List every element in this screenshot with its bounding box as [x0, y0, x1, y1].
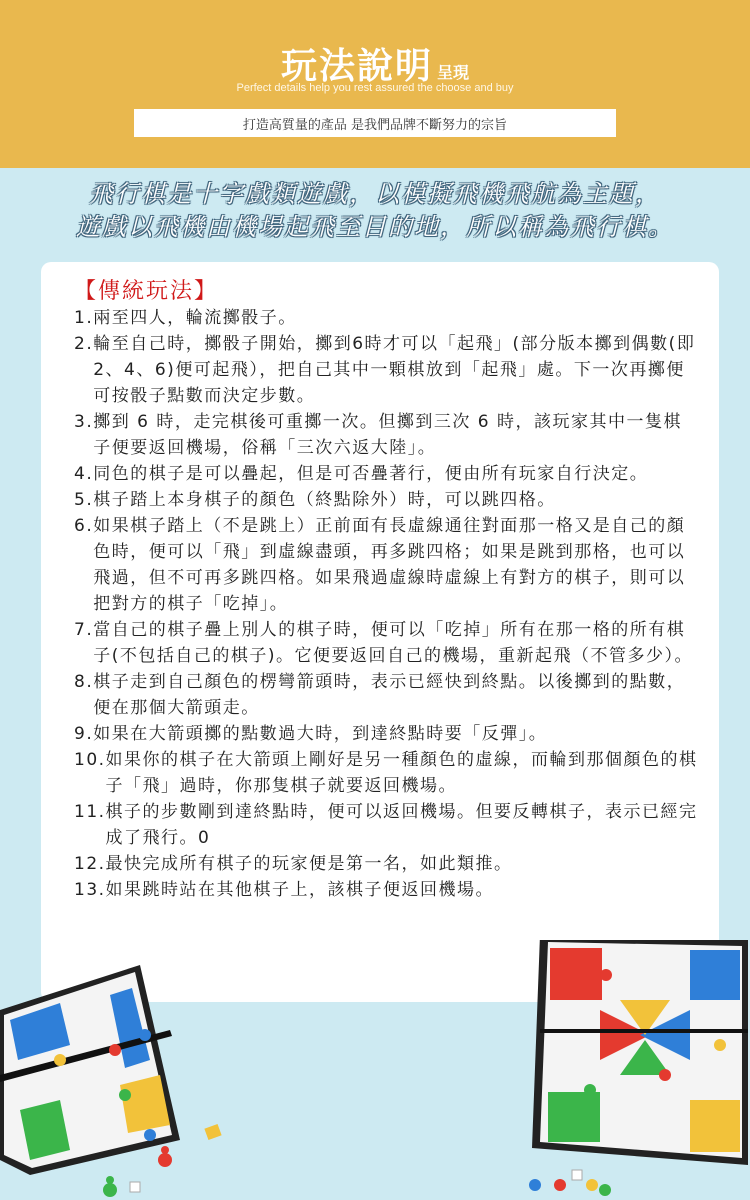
- rule-item: [74, 617, 699, 669]
- title-suffix: 呈現: [437, 63, 470, 82]
- board-left-image: [0, 965, 180, 1175]
- rule-number: 7.: [74, 620, 94, 640]
- rule-item: [74, 409, 699, 461]
- rule-item: [74, 747, 699, 799]
- rule-text: 當自己的棋子疊上別人的棋子時，便可以「吃掉」所有在那一格的所有棋子(不包括自己的棋子)。它便要返回自己的機場，重新起飛（不管多少）。: [93, 620, 693, 666]
- rule-item: [74, 513, 699, 617]
- rule-item: [74, 799, 699, 851]
- rule-number: 13.: [74, 880, 106, 900]
- rule-number: 9.: [74, 724, 94, 744]
- rule-text: 兩至四人，輪流擲骰子。: [93, 308, 297, 328]
- rule-number: 8.: [74, 672, 94, 692]
- rule-item: [74, 331, 699, 409]
- rule-number: 6.: [74, 516, 94, 536]
- rule-number: 3.: [74, 412, 94, 432]
- rule-item: [74, 721, 699, 747]
- rule-text: 棋子走到自己顏色的楞彎箭頭時，表示已經快到終點。以後擲到的點數，便在那個大箭頭走。: [93, 672, 686, 718]
- rule-number: 5.: [74, 490, 94, 510]
- title-main: 玩法說明: [280, 46, 433, 87]
- rule-text: 如果你的棋子在大箭頭上剛好是另一種顏色的虛線，而輪到那個顏色的棋子「飛」過時，你那隻棋子就要返回機場。: [105, 750, 698, 796]
- english-subtitle: Perfect details help you rest assured the choose and buy: [236, 82, 514, 94]
- rule-item: [74, 669, 699, 721]
- intro-text: [0, 178, 750, 244]
- rule-item: [74, 461, 699, 487]
- rule-text: 最快完成所有棋子的玩家便是第一名，如此類推。: [105, 854, 513, 874]
- rule-number: 12.: [74, 854, 106, 874]
- rule-number: 11.: [74, 802, 106, 822]
- rule-text: 同色的棋子是可以疊起，但是可否疊著行，便由所有玩家自行決定。: [93, 464, 649, 484]
- rule-number: 10.: [74, 750, 106, 770]
- rule-number: 1.: [74, 308, 94, 328]
- rules-list: [74, 305, 699, 903]
- rule-item: [74, 305, 699, 331]
- rule-text: 棋子踏上本身棋子的顏色（終點除外）時，可以跳四格。: [93, 490, 556, 510]
- rule-text: 輪至自己時，擲骰子開始，擲到6時才可以「起飛」(部分版本擲到偶數(即2、4、6)便可起飛），把自己其中一顆棋放到「起飛」處。下一次再擲便可按骰子點數而決定步數。: [93, 334, 696, 406]
- rule-number: 4.: [74, 464, 94, 484]
- rule-text: 如果在大箭頭擲的點數過大時，到達終點時要「反彈」。: [93, 724, 548, 744]
- product-photo-boards: [0, 940, 750, 1200]
- rule-item: [74, 851, 699, 877]
- rules-heading: 【傳統玩法】: [74, 279, 219, 304]
- header-banner: [0, 0, 750, 168]
- slogan-text: 打造高質量的產品 是我們品牌不斷努力的宗旨: [242, 117, 508, 133]
- rule-text: 如果棋子踏上（不是跳上）正前面有長虛線通往對面那一格又是自己的顏色時，便可以「飛」到虛線盡頭，再多跳四格；如果是跳到那格，也可以飛過，但不可再多跳四格。如果飛過虛線時虛線上有對方的棋子，則可以把對方的棋子「吃掉」。: [93, 516, 686, 614]
- rule-text: 如果跳時站在其他棋子上，該棋子便返回機場。: [105, 880, 495, 900]
- board-right-image: [532, 940, 748, 1165]
- rule-text: 棋子的步數剛到達終點時，便可以返回機場。但要反轉棋子，表示已經完成了飛行。0: [105, 802, 698, 848]
- rule-item: [74, 877, 699, 903]
- slogan-box: [134, 109, 616, 137]
- rule-number: 2.: [74, 334, 94, 354]
- rule-item: [74, 487, 699, 513]
- intro-line-1: 飛行棋是十字戲類遊戲，以模擬飛機飛航為主題，: [89, 180, 661, 208]
- intro-line-2: 遊戲以飛機由機場起飛至目的地，所以稱為飛行棋。: [76, 213, 674, 241]
- rule-text: 擲到 6 時，走完棋後可重擲一次。但擲到三次 6 時，該玩家其中一隻棋子便要返回機場，俗稱「三次六返大陸」。: [93, 412, 682, 458]
